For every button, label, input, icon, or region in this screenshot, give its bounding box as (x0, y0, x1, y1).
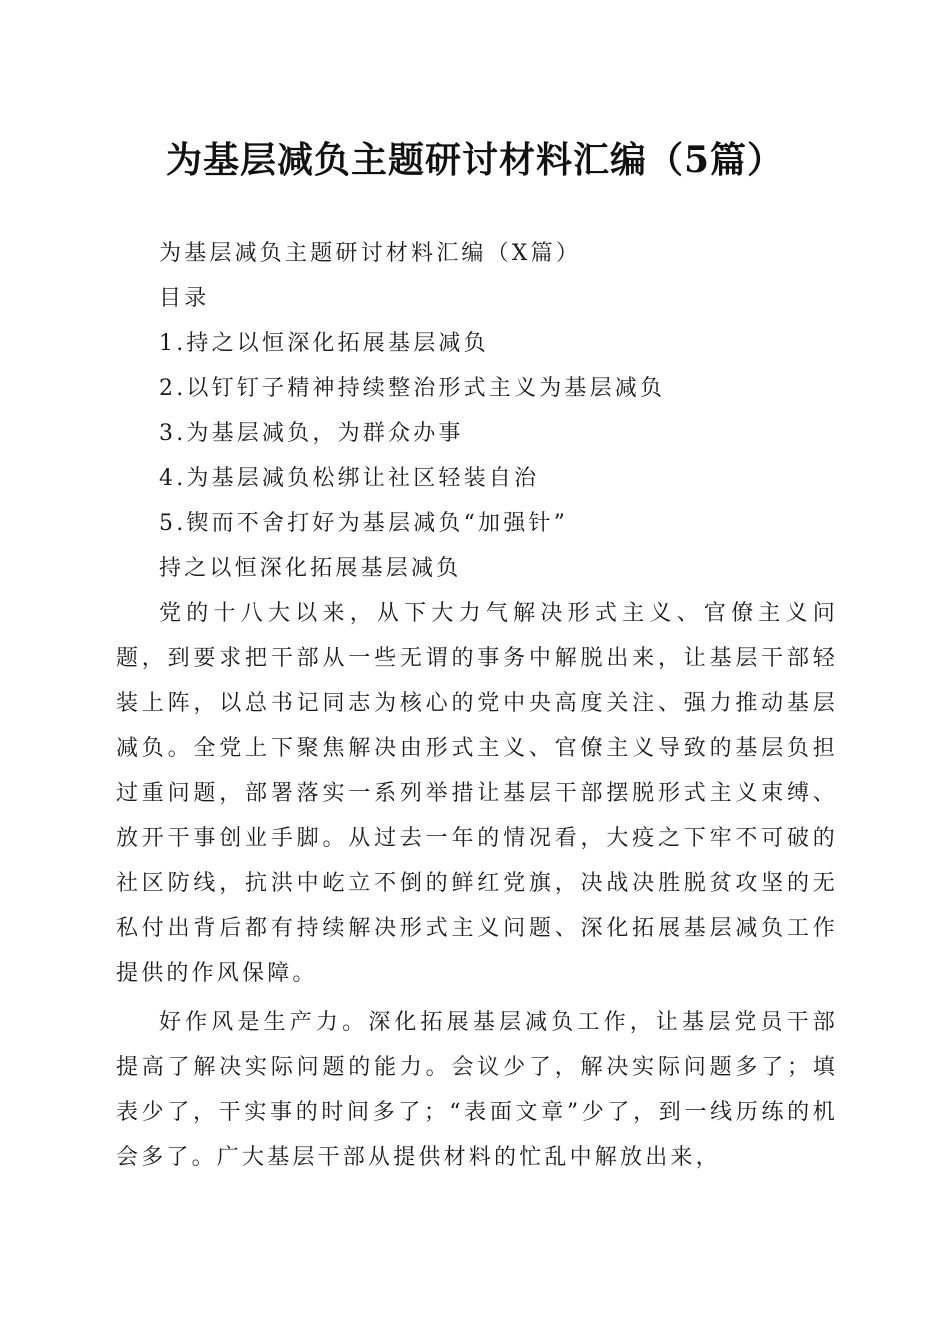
body-paragraph: 党的十八大以来，从下大力气解决形式主义、官僚主义问题，到要求把干部从一些无谓的事务中解脱出来，让基层干部轻装上阵，以总书记同志为核心的党中央高度关注、强力推动基层减负。全党上下聚焦解决由形式主义、官僚主义导致的基层负担过重问题，部署落实一系列举措让基层干部摆脱形式主义束缚、放开干事创业手脚。从过去一年的情况看，大疫之下牢不可破的社区防线，抗洪中屹立不倒的鲜红党旗，决战决胜脱贫攻坚的无私付出背后都有持续解决形式主义问题、深化拓展基层减负工作提供的作风保障。 (116, 601, 838, 986)
toc-item: 2.以钉钉子精神持续整治形式主义为基层减负 (159, 376, 666, 401)
toc-item: 1.持之以恒深化拓展基层减负 (159, 331, 489, 356)
toc-item: 3.为基层减负，为群众办事 (159, 421, 464, 446)
toc-item: 4.为基层减负松绑让社区轻装自治 (159, 466, 540, 491)
toc-heading: 目录 (159, 286, 210, 311)
document-body (116, 231, 838, 1180)
body-paragraph: 好作风是生产力。深化拓展基层减负工作，让基层党员干部提高了解决实际问题的能力。会议少了，解决实际问题多了；填表少了，干实事的时间多了；“表面文章”少了，到一线历练的机会多了。广大基层干部从提供材料的忙乱中解放出来， (116, 1010, 838, 1170)
subtitle: 为基层减负主题研讨材料汇编（X篇） (159, 241, 582, 266)
document-title: 为基层减负主题研讨材料汇编（5篇） (165, 139, 785, 181)
section-title: 持之以恒深化拓展基层减负 (159, 556, 462, 581)
toc-item: 5.锲而不舍打好为基层减负“加强针” (159, 511, 569, 536)
